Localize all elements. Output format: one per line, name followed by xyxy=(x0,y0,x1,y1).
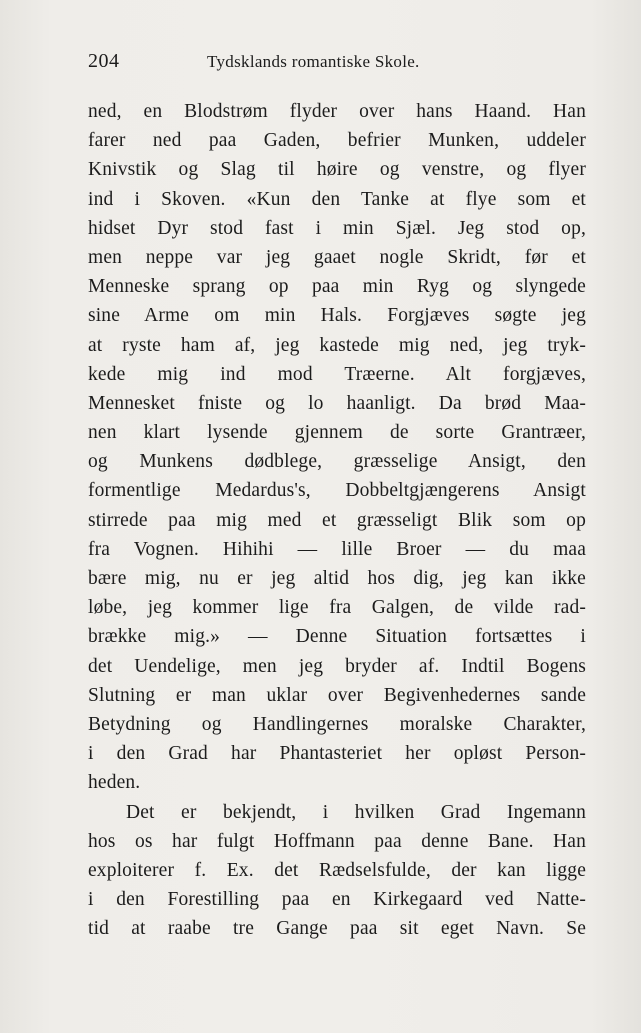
text-line: Betydning og Handlingernes moralske Charakter, xyxy=(88,713,586,735)
text-line: stirrede paa mig med et græsseligt Blik som op xyxy=(88,509,586,531)
text-line: løbe, jeg kommer lige fra Galgen, de vilde rad- xyxy=(88,597,586,619)
text-line: brække mig.» — Denne Situation fortsættes i xyxy=(88,626,586,648)
text-line: hos os har fulgt Hoffmann paa denne Bane. Han xyxy=(88,830,586,852)
text-line: ned, en Blodstrøm flyder over hans Haand. Han xyxy=(88,101,586,122)
text-line: hidset Dyr stod fast i min Sjæl. Jeg stod op, xyxy=(88,217,586,239)
text-line: men neppe var jeg gaaet nogle Skridt, før et xyxy=(88,246,586,268)
text-line: heden. xyxy=(88,772,141,794)
page-header xyxy=(88,50,586,80)
text-line: tid at raabe tre Gange paa sit eget Navn. Se xyxy=(88,918,586,940)
paragraph-1 xyxy=(88,97,586,798)
text-line: formentlige Medardus's, Dobbeltgjængerens Ansigt xyxy=(88,480,586,502)
text-line: Det er bekjendt, i hvilken Grad Ingemann xyxy=(126,801,586,823)
text-line: Knivstik og Slag til høire og venstre, og flyer xyxy=(88,159,586,181)
text-line: farer ned paa Gaden, befrier Munken, uddeler xyxy=(88,130,586,152)
text-line: ind i Skoven. «Kun den Tanke at flye som et xyxy=(88,188,586,210)
page-number: 204 xyxy=(88,50,120,72)
text-line: bære mig, nu er jeg altid hos dig, jeg kan ikke xyxy=(88,568,586,589)
text-line: Mennesket fniste og lo haanligt. Da brød Maa- xyxy=(88,392,586,414)
text-line: exploiterer f. Ex. det Rædselsfulde, der kan ligge xyxy=(88,859,586,881)
text-line: sine Arme om min Hals. Forgjæves søgte jeg xyxy=(88,305,586,327)
text-line: i den Grad har Phantasteriet her opløst Person- xyxy=(88,743,586,765)
text-line: Slutning er man uklar over Begivenhedernes sande xyxy=(88,684,586,706)
text-line: Menneske sprang op paa min Ryg og slyngede xyxy=(88,276,586,298)
text-line: at ryste ham af, jeg kastede mig ned, jeg tryk- xyxy=(88,334,586,356)
paragraph-2 xyxy=(88,798,586,944)
text-line: fra Vognen. Hihihi — lille Broer — du maa xyxy=(88,538,586,560)
text-line: det Uendelige, men jeg bryder af. Indtil Bogens xyxy=(88,655,586,677)
text-line: kede mig ind mod Træerne. Alt forgjæves, xyxy=(88,363,586,385)
text-line: i den Forestilling paa en Kirkegaard ved Natte- xyxy=(88,889,586,911)
text-line: og Munkens dødblege, græsselige Ansigt, den xyxy=(88,451,586,473)
text-line: nen klart lysende gjennem de sorte Grantræer, xyxy=(88,422,586,444)
body-text xyxy=(88,97,586,943)
running-head: Tydsklands romantiske Skole. xyxy=(207,52,420,71)
